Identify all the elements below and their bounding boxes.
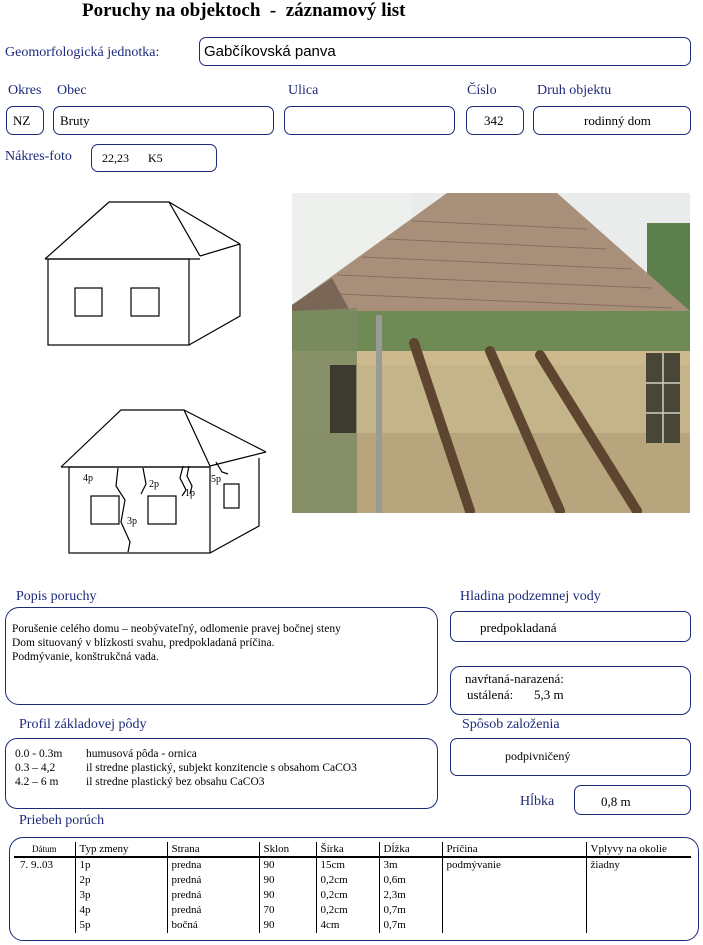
hlbka-label: Hĺbka xyxy=(520,794,555,809)
hlbka-value: 0,8 m xyxy=(601,794,631,809)
priebeh-table xyxy=(14,842,691,933)
table-header-row xyxy=(14,842,691,857)
hladina-label: Hladina podzemnej vody xyxy=(460,589,601,604)
page-title: Poruchy na objektoch - záznamový list xyxy=(82,0,406,21)
table-row: 3p predná 90 0,2cm 2,3m xyxy=(14,888,691,903)
profil-row: 0.3 – 4,2 il stredne plastický, subjekt konzitencie s obsahom CaCO3 xyxy=(15,762,357,774)
crack-label-1p: 1p xyxy=(185,488,195,499)
obec-field xyxy=(53,106,274,135)
zalozenie-field xyxy=(450,738,691,776)
geo-field xyxy=(199,37,691,66)
nakres-field xyxy=(91,144,217,172)
druh-label: Druh objektu xyxy=(537,83,612,98)
navrtana-label: navŕtaná-narazená: xyxy=(465,671,564,686)
th-typ: Typ zmeny xyxy=(75,842,167,857)
table-row: 7. 9..03 1p predna 90 15cm 3m podmývanie žiadny xyxy=(14,857,691,873)
okres-label: Okres xyxy=(8,83,42,98)
crack-label-3p: 3p xyxy=(127,516,137,527)
geo-label: Geomorfologická jednotka: xyxy=(5,45,160,60)
cislo-value: 342 xyxy=(484,113,504,128)
cell-datum: 7. 9..03 xyxy=(20,859,53,871)
table-row: 4p predná 70 0,2cm 0,7m xyxy=(14,903,691,918)
nakres-value-b: K5 xyxy=(148,151,163,165)
cislo-field xyxy=(466,106,524,135)
crack-label-4p: 4p xyxy=(83,473,93,484)
th-pricina: Príčina xyxy=(442,842,586,857)
table-row: 2p predná 90 0,2cm 0,6m xyxy=(14,873,691,888)
profil-field xyxy=(5,738,438,809)
cell-vplyvy: žiadny xyxy=(586,857,691,873)
th-strana: Strana xyxy=(167,842,259,857)
zalozenie-label: Spôsob založenia xyxy=(462,717,560,732)
ulica-label: Ulica xyxy=(288,83,319,98)
okres-field xyxy=(6,106,44,135)
priebeh-label: Priebeh porúch xyxy=(19,813,105,828)
zalozenie-value: podpivničený xyxy=(505,749,571,763)
ustalena-label: ustálená: xyxy=(467,687,514,702)
priebeh-table-frame xyxy=(9,837,699,941)
th-sklon: Sklon xyxy=(259,842,316,857)
nakres-label: Nákres-foto xyxy=(5,149,72,164)
hlbka-field xyxy=(574,785,691,815)
th-vplyvy: Vplyvy na okolie xyxy=(586,842,691,857)
cell-pricina: podmývanie xyxy=(442,857,586,873)
crack-label-5p: 5p xyxy=(211,474,221,485)
house-sketch xyxy=(40,196,250,352)
popis-line: Porušenie celého domu – neobývateľný, odlomenie pravej bočnej steny xyxy=(12,623,341,635)
profil-row: 4.2 – 6 m il stredne plastický bez obsahu CaCO3 xyxy=(15,776,265,788)
profil-row: 0.0 - 0.3m humusová pôda - ornica xyxy=(15,748,197,760)
crack-label-2p: 2p xyxy=(149,479,159,490)
ustalena-value: 5,3 m xyxy=(534,687,564,702)
table-row: 5p bočná 90 4cm 0,7m xyxy=(14,918,691,933)
house-photo xyxy=(292,193,690,513)
cislo-label: Číslo xyxy=(467,83,497,98)
druh-field xyxy=(533,106,691,135)
hladina-field xyxy=(450,611,691,642)
popis-line: Dom situovaný v blízkosti svahu, predpokladaná príčina. xyxy=(12,637,275,649)
th-dlzka: Dĺžka xyxy=(379,842,442,857)
nakres-value-a: 22,23 xyxy=(102,151,129,165)
obec-value: Bruty xyxy=(60,113,90,128)
ustalena-field xyxy=(450,666,691,715)
crack-sketch xyxy=(58,404,268,560)
druh-value: rodinný dom xyxy=(584,113,651,128)
profil-list xyxy=(15,747,357,789)
popis-text xyxy=(12,622,432,664)
hladina-value: predpokladaná xyxy=(480,620,557,635)
popis-line: Podmývanie, konštrukčná vada. xyxy=(12,651,159,663)
ulica-field xyxy=(284,106,455,135)
geo-value: Gabčíkovská panva xyxy=(204,43,336,60)
popis-label: Popis poruchy xyxy=(16,589,97,604)
th-sirka: Šírka xyxy=(316,842,379,857)
popis-field xyxy=(5,607,438,705)
okres-value: NZ xyxy=(13,113,31,128)
profil-label: Profil základovej pôdy xyxy=(19,717,147,732)
th-datum: Dátum xyxy=(32,844,57,854)
obec-label: Obec xyxy=(57,83,87,98)
